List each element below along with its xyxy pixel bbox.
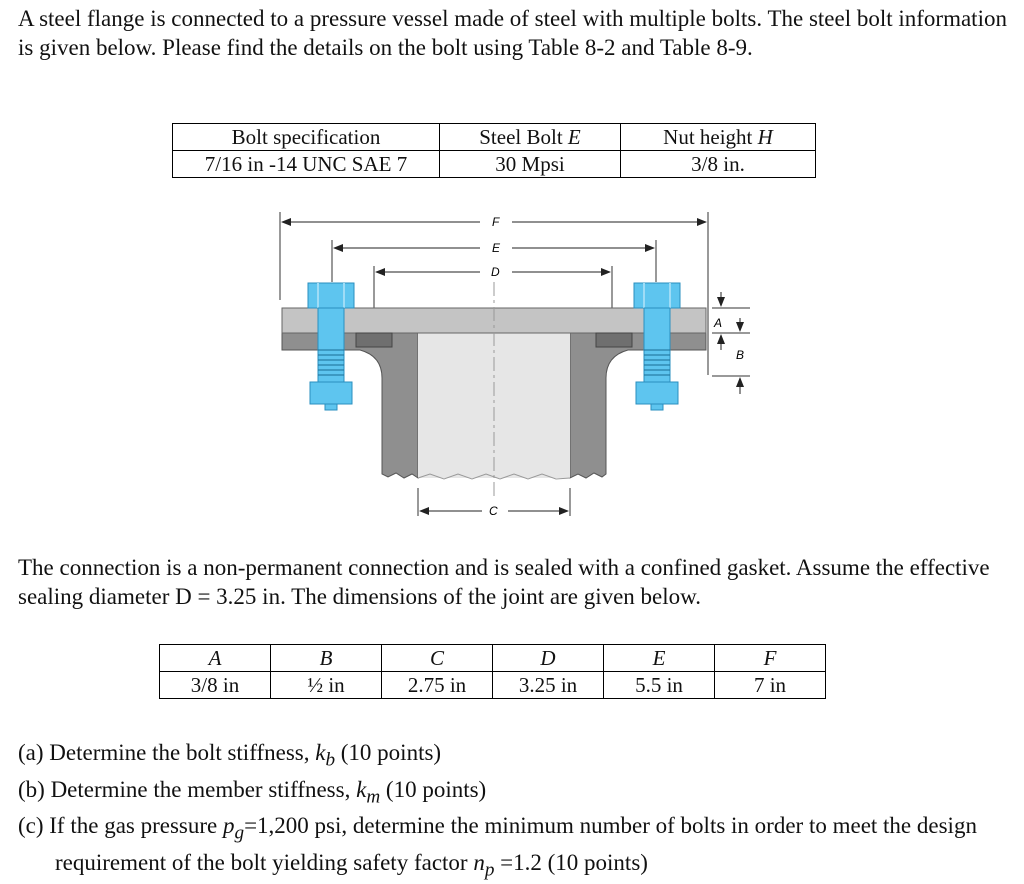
- header-text: Bolt specification: [231, 125, 381, 149]
- table-cell: 30 Mpsi: [440, 151, 621, 178]
- intro-paragraph: A steel flange is connected to a pressure vessel made of steel with multiple bolts. The steel bolt information is given below. Please find the details on the bolt using Table 8-2 and Table 8-9.: [18, 6, 1007, 60]
- question-list: [18, 738, 1008, 884]
- symbol: p: [223, 813, 235, 839]
- question-text: =1,200 psi, determine the minimum number of bolts in order to meet the design requirement of the bolt yielding safety factor: [55, 813, 977, 875]
- table-header-cell: C: [382, 645, 493, 672]
- table-header-cell: D: [493, 645, 604, 672]
- question-text: (c) If the gas pressure: [18, 813, 223, 839]
- question-a: [18, 738, 1008, 775]
- table-header-cell: B: [271, 645, 382, 672]
- table-cell: 2.75 in: [382, 672, 493, 699]
- table-cell: ½ in: [271, 672, 382, 699]
- dim-label-a: A: [714, 316, 723, 330]
- subscript: p: [484, 859, 495, 881]
- subscript: g: [234, 822, 245, 844]
- header-text: Nut height: [663, 125, 758, 149]
- table-cell: 5.5 in: [604, 672, 715, 699]
- question-text: (b) Determine the member stiffness,: [18, 776, 357, 802]
- vessel-bore: [418, 333, 570, 478]
- dim-label-b: B: [736, 348, 745, 362]
- subscript: b: [325, 749, 336, 771]
- question-c: [18, 811, 1008, 884]
- vessel-flange: [282, 333, 418, 478]
- gasket: [596, 333, 632, 347]
- header-text: Steel Bolt: [479, 125, 568, 149]
- dim-label-d: D: [491, 265, 500, 279]
- table-cell: 7 in: [715, 672, 826, 699]
- table-header-cell: A: [160, 645, 271, 672]
- question-text: (10 points): [380, 776, 487, 802]
- question-text: (10 points): [335, 740, 442, 765]
- subscript: m: [366, 786, 381, 808]
- dim-label-c: C: [489, 504, 498, 518]
- symbol: n: [473, 849, 485, 875]
- header-symbol: E: [567, 125, 581, 149]
- table-header-cell: E: [604, 645, 715, 672]
- table-cell: 3/8 in.: [621, 151, 816, 178]
- dim-label-e: E: [492, 241, 501, 255]
- table-cell: 3.25 in: [493, 672, 604, 699]
- question-text: (a) Determine the bolt stiffness,: [18, 740, 316, 765]
- symbol: k: [315, 740, 326, 765]
- dim-label-f: F: [492, 215, 500, 229]
- table-cell: 3/8 in: [160, 672, 271, 699]
- table-cell: 7/16 in -14 UNC SAE 7: [173, 151, 440, 178]
- joint-dimensions-table: [159, 644, 826, 699]
- header-symbol: H: [757, 125, 773, 149]
- gasket: [356, 333, 392, 347]
- question-text: =1.2 (10 points): [494, 849, 648, 875]
- symbol: k: [356, 776, 367, 802]
- vessel-flange: [570, 333, 706, 478]
- table-row: [160, 672, 826, 699]
- joint-description: The connection is a non-permanent connection and is sealed with a confined gasket. Assume the effective sealing diameter D = 3.25 in. The dimensions of the joint are given below.: [18, 555, 990, 609]
- table-header-cell: F: [715, 645, 826, 672]
- table-row: [160, 645, 826, 672]
- question-b: [18, 775, 1008, 812]
